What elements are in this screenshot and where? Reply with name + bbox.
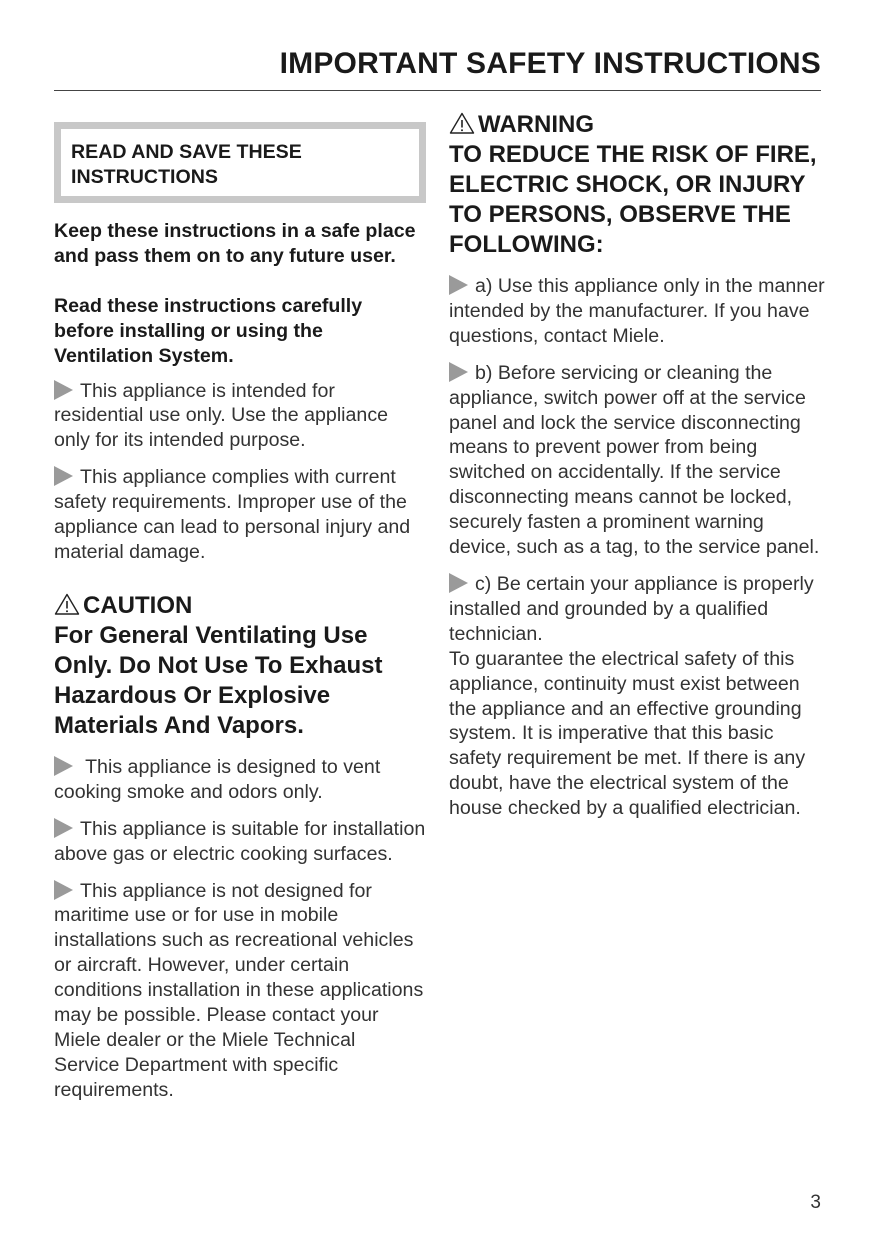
left-column [54,110,426,1115]
warning-heading [449,110,825,260]
list-item-text: a) Use this appliance only in the manner intended by the manufacturer. If you have questions, contact Miele. [449,275,825,347]
list-item [54,817,426,867]
caution-label: CAUTION [83,591,193,619]
read-box-line-1: READ AND SAVE THESE [71,141,302,163]
keep-instructions-paragraph: Keep these instructions in a safe place and pass them on to any future user. [54,220,416,267]
list-item-text: c) Be certain your appliance is properly installed and grounded by a qualified technician. [449,572,814,645]
list-item [449,361,825,560]
list-item [54,879,426,1103]
read-box-line-2: INSTRUCTIONS [71,166,218,188]
list-item-text: b) Before servicing or cleaning the appliance, switch power off at the service panel and lock the service disconnecting means to prevent power from being switched on accidentally. If the service disconnecting means cannot be locked, securely fasten a prominent warning device, such as a tag, to the service panel. [449,361,820,559]
list-item-text: This appliance complies with current safety requirements. Improper use of the appliance can lead to personal injury and material damage. [54,466,411,563]
list-item [449,274,825,349]
warning-text: TO REDUCE THE RISK OF FIRE, ELECTRIC SHOCK, OR INJURY TO PERSONS, OBSERVE THE FOLLOWING: [449,141,817,258]
bullet-arrow-icon [54,380,73,400]
right-column [449,110,825,821]
list-item-text: This appliance is suitable for installation above gas or electric cooking surfaces. [54,817,426,865]
warning-triangle-icon [54,593,80,615]
read-instructions-paragraph: Read these instructions carefully before installing or using the Ventilation System. [54,294,363,367]
bullet-arrow-icon [54,880,73,900]
list-item [54,755,426,805]
bullet-arrow-icon [449,573,468,593]
bullet-arrow-icon [54,818,73,838]
warning-triangle-icon [449,112,475,134]
page-title: IMPORTANT SAFETY INSTRUCTIONS [279,47,821,80]
warning-label: WARNING [478,111,594,138]
list-item [54,465,426,565]
page-header [54,44,821,91]
caution-heading [54,591,426,741]
list-item-text: This appliance is intended for residential use only. Use the appliance only for its intended purpose. [54,379,389,452]
list-item [54,379,426,454]
read-and-save-box [54,122,426,203]
list-item-text: This appliance is designed to vent cooking smoke and odors only. [54,755,381,803]
page-number: 3 [810,1192,821,1213]
grounding-paragraph: To guarantee the electrical safety of this appliance, continuity must exist between the appliance and an effective grounding system. It is imperative that this basic safety requirement be met. If there is any doubt, have the electrical system of the house checked by a qualified electrician. [449,647,806,820]
bullet-arrow-icon [449,362,468,382]
list-item [449,572,825,647]
bullet-arrow-icon [54,756,73,776]
bullet-arrow-icon [54,466,73,486]
bullet-arrow-icon [449,275,468,295]
list-item-text: This appliance is not designed for maritime use or for use in mobile installations such as recreational vehicles or aircraft. However, under certain conditions installation in these applications may be possible. Please contact your Miele dealer or the Miele Technical Service Department with specific requirements. [54,879,424,1101]
caution-text: For General Ventilating Use Only. Do Not Use To Exhaust Hazardous Or Explosive Materials And Vapors. [54,621,383,739]
